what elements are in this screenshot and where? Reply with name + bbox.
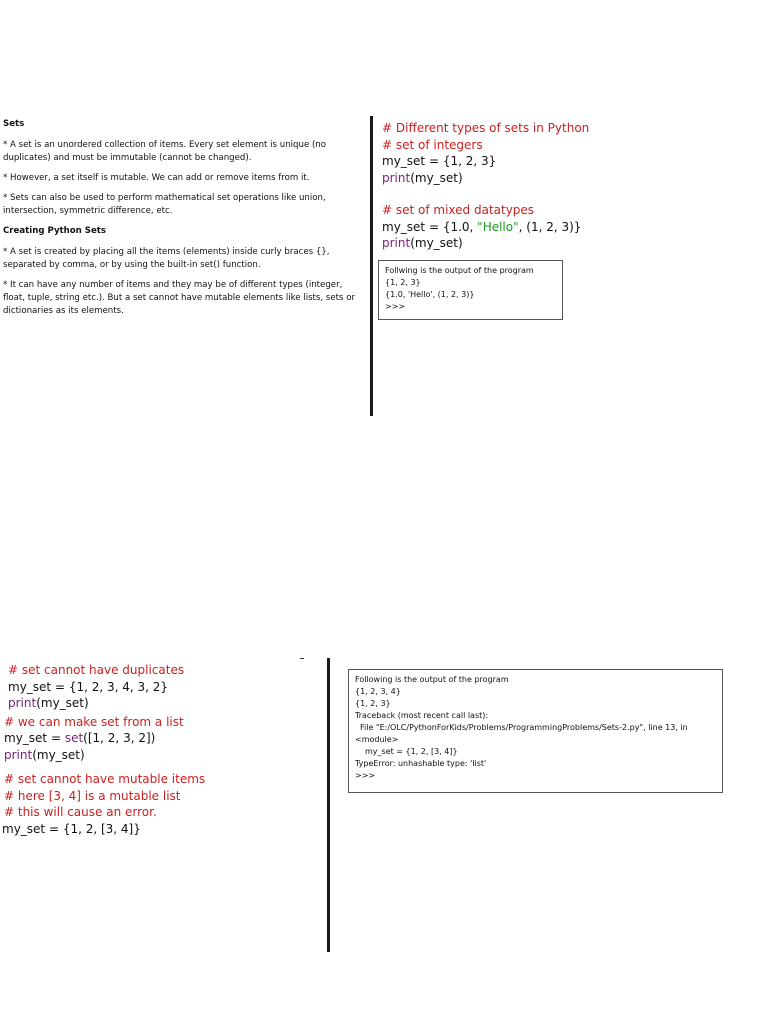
heading-creating-sets: Creating Python Sets (3, 226, 107, 236)
code-fragment: my_set = {1.0, (382, 219, 478, 234)
print-args: (my_set) (36, 696, 89, 710)
divider-top (370, 116, 373, 416)
code-comment: # set cannot have duplicates (8, 663, 185, 677)
code-fragment: ([1, 2, 3, 2]) (83, 731, 156, 745)
print-args: (my_set) (410, 170, 463, 185)
code-line (382, 170, 589, 187)
output-box-top (378, 260, 563, 320)
code-line (382, 219, 589, 236)
code-line: my_set = {1, 2, [3, 4]} (2, 821, 141, 836)
note-paragraph: * Sets can also be used to perform mathematical set operations like union, intersection, symmetric difference, etc. (3, 193, 326, 216)
code-comment: # this will cause an error. (4, 805, 157, 819)
set-keyword: set (64, 731, 84, 745)
output-line: Following is the output of the program (355, 675, 509, 684)
code-line (4, 730, 205, 747)
output-line: >>> (355, 771, 376, 780)
output-line: File "E:/OLC/PythonForKids/Problems/ProgrammingProblems/Sets-2.py", line 13, in (360, 723, 688, 732)
print-keyword: print (4, 747, 33, 762)
output-line: <module> (355, 735, 399, 744)
string-literal: "Hello" (477, 219, 519, 234)
note-paragraph: * A set is an unordered collection of items. Every set element is unique (no duplicates) and must be immutable (cannot be changed). (3, 140, 327, 163)
code-comment: # we can make set from a list (4, 714, 184, 729)
code-line: my_set = {1, 2, 3} (382, 154, 497, 168)
code-fragment: my_set = (4, 731, 65, 745)
output-line: >>> (385, 302, 406, 311)
code-comment: # here [3, 4] is a mutable list (4, 788, 181, 803)
divider-bottom (327, 658, 330, 952)
heading-sets: Sets (3, 119, 25, 129)
code-comment: # Different types of sets in Python (382, 121, 590, 135)
output-line: Follwing is the output of the program (385, 266, 534, 275)
note-paragraph: * A set is created by placing all the items (elements) inside curly braces {}, separated by comma, or by using the built-in set() function. (3, 247, 330, 270)
code-block-top (382, 120, 589, 252)
code-line: my_set = {1, 2, 3, 4, 3, 2} (8, 679, 169, 694)
note-paragraph: * It can have any number of items and they may be of different types (integer, float, tuple, string etc.). But a set cannot have mutable elements like lists, sets or dictionaries as its elements. (3, 280, 355, 316)
code-comment: # set of mixed datatypes (382, 203, 535, 217)
output-line: Traceback (most recent call last): (355, 711, 489, 720)
sets-notes (3, 118, 361, 325)
output-line: TypeError: unhashable type: 'list' (355, 759, 487, 768)
output-line: {1, 2, 3} (355, 699, 391, 708)
output-line: my_set = {1, 2, [3, 4]} (365, 747, 458, 756)
output-line: {1, 2, 3} (385, 278, 421, 287)
print-args: (my_set) (410, 236, 463, 250)
code-comment: # set cannot have mutable items (4, 772, 206, 786)
dash-mark (300, 658, 304, 659)
print-keyword: print (8, 696, 37, 710)
print-args: (my_set) (32, 747, 85, 762)
code-block-bottom (4, 662, 205, 837)
print-keyword: print (382, 236, 411, 250)
output-line: {1, 2, 3, 4} (355, 687, 401, 696)
print-keyword: print (382, 170, 411, 185)
output-line: {1.0, 'Hello', (1, 2, 3)} (385, 290, 475, 299)
output-box-bottom (348, 669, 723, 793)
code-comment: # set of integers (382, 137, 483, 152)
code-line (382, 235, 589, 252)
note-paragraph: * However, a set itself is mutable. We can add or remove items from it. (3, 173, 310, 183)
code-line (4, 747, 205, 764)
code-fragment: , (1, 2, 3)} (518, 219, 582, 234)
code-line (4, 695, 205, 712)
